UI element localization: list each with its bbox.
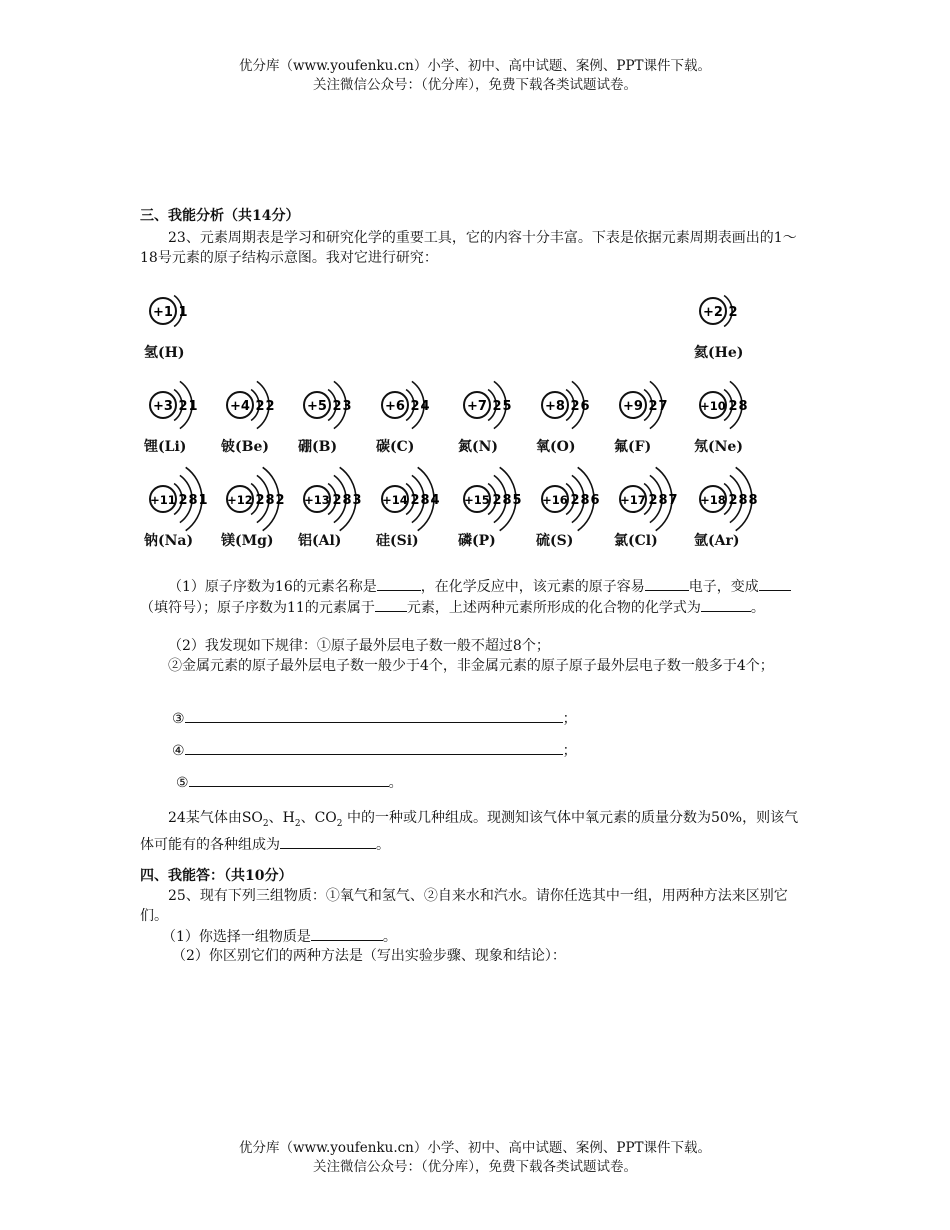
nucleus-charge: +14 <box>382 493 408 507</box>
shell-electron-count: 8 <box>658 493 668 508</box>
q23-1-text-c: 电子，变成 <box>688 579 759 595</box>
nucleus-charge: +11 <box>150 493 176 507</box>
element-name-label: 硫(S) <box>536 533 574 549</box>
atom-structure-icon <box>148 290 248 340</box>
shell-electron-count: 8 <box>342 493 352 508</box>
q23-1-text-e: 元素，上述两种元素所形成的化合物的化学式为 <box>406 600 701 616</box>
atom-structure-icon <box>698 478 798 528</box>
shell-electron-count: 2 <box>570 399 580 414</box>
shell-electron-count: 2 <box>728 493 738 508</box>
shell-electron-count: 4 <box>430 493 440 508</box>
shell-electron-count: 8 <box>748 493 758 508</box>
shell-electron-count: 2 <box>492 493 502 508</box>
element-name-label: 氧(O) <box>536 439 576 455</box>
nucleus-charge: +9 <box>623 399 643 414</box>
element-name-label: 锂(Li) <box>144 439 187 455</box>
atom-diagram <box>694 290 798 370</box>
nucleus-charge: +10 <box>700 399 726 413</box>
page-header <box>0 57 950 95</box>
element-name-label: 铍(Be) <box>221 439 269 455</box>
question-25-intro: 25、现有下列三组物质：①氧气和氢气、②自来水和汽水。请你任选其中一组，用两种方法来区别它们。 <box>140 888 788 924</box>
blank-5-number: ⑤ <box>176 775 189 791</box>
shell-electron-count: 2 <box>648 493 658 508</box>
header-line-2: 关注微信公众号：（优分库），免费下载各类试题试卷。 <box>313 77 637 93</box>
section-4-title: 四、我能答：（共10分） <box>140 868 293 884</box>
shell-electron-count: 2 <box>178 399 188 414</box>
q24-text-c: 、CO <box>300 810 337 826</box>
shell-electron-count: 8 <box>420 493 430 508</box>
shell-electron-count: 1 <box>198 493 208 508</box>
question-25-part-1 <box>162 926 834 947</box>
element-name-label: 氩(Ar) <box>694 533 740 549</box>
subscript: 2 <box>294 818 301 829</box>
answer-blank[interactable] <box>185 740 563 755</box>
page-footer <box>0 1139 950 1177</box>
shell-electron-count: 2 <box>728 399 738 414</box>
nucleus-charge: +13 <box>304 493 330 507</box>
blank-line-4 <box>172 740 632 761</box>
shell-electron-count: 8 <box>502 493 512 508</box>
q24-text-a: 24某气体由SO <box>168 810 263 826</box>
shell-electron-count: 7 <box>668 493 678 508</box>
atom-structure-icon <box>698 290 798 340</box>
shell-electron-count: 1 <box>188 399 198 414</box>
blank-3-end: ； <box>562 711 577 727</box>
shell-electron-count: 5 <box>512 493 522 508</box>
section-3-title: 三、我能分析（共14分） <box>140 208 300 224</box>
q25-1-text-a: （1）你选择一组物质是 <box>162 929 311 945</box>
element-name-label: 氟(F) <box>614 439 652 455</box>
blank-3-number: ③ <box>172 711 185 727</box>
element-name-label: 钠(Na) <box>144 533 194 549</box>
element-name-label: 碳(C) <box>376 439 415 455</box>
atom-structure-icon <box>698 384 798 434</box>
question-25-part-2: （2）你区别它们的两种方法是（写出实验步骤、现象和结论）： <box>172 948 566 964</box>
nucleus-charge: +1 <box>153 305 173 320</box>
answer-blank[interactable] <box>645 576 689 591</box>
shell-electron-count: 2 <box>332 493 342 508</box>
atom-diagram <box>694 384 798 464</box>
shell-electron-count: 2 <box>570 493 580 508</box>
shell-electron-count: 3 <box>352 493 362 508</box>
answer-blank[interactable] <box>759 576 791 591</box>
shell-electron-count: 8 <box>738 493 748 508</box>
shell-electron-count: 5 <box>502 399 512 414</box>
blank-line-5 <box>176 772 476 793</box>
element-name-label: 氖(Ne) <box>694 439 743 455</box>
shell-electron-count: 7 <box>658 399 668 414</box>
answer-blank[interactable] <box>375 597 407 612</box>
q23-1-text-a: （1）原子序数为16的元素名称是 <box>168 579 377 595</box>
shell-electron-count: 8 <box>188 493 198 508</box>
element-name-label: 磷(P) <box>458 533 496 549</box>
subscript: 2 <box>262 818 269 829</box>
element-name-label: 硼(B) <box>298 439 338 455</box>
element-name-label: 镁(Mg) <box>221 533 274 549</box>
question-24 <box>140 808 812 855</box>
q24-text-e: 。 <box>376 836 390 853</box>
question-23-part-2-rule-2: ②金属元素的原子最外层电子数一般少于4个，非金属元素的原子原子最外层电子数一般多于4个； <box>168 658 774 674</box>
shell-electron-count: 2 <box>332 399 342 414</box>
q24-text-d: 中的一种或几种组成。现测知该气体中氧元素的质量分数为50%，则该气体可能有的各种组成为 <box>140 810 799 853</box>
nucleus-charge: +8 <box>545 399 565 414</box>
nucleus-charge: +15 <box>464 493 490 507</box>
shell-electron-count: 8 <box>738 399 748 414</box>
q23-1-text-f: 。 <box>750 600 765 616</box>
footer-line-1: 优分库（www.youfenku.cn）小学、初中、高中试题、案例、PPT课件下载。 <box>238 1140 712 1156</box>
shell-electron-count: 1 <box>178 305 188 320</box>
element-name-label: 氢(H) <box>144 345 185 361</box>
nucleus-charge: +17 <box>620 493 646 507</box>
blank-4-number: ④ <box>172 743 185 759</box>
shell-electron-count: 3 <box>342 399 352 414</box>
shell-electron-count: 2 <box>275 493 285 508</box>
nucleus-charge: +4 <box>230 399 250 414</box>
blank-4-end: ； <box>562 743 577 759</box>
nucleus-charge: +3 <box>153 399 173 414</box>
shell-electron-count: 8 <box>265 493 275 508</box>
element-name-label: 硅(Si) <box>376 533 419 549</box>
answer-blank[interactable] <box>311 926 383 941</box>
shell-electron-count: 6 <box>580 399 590 414</box>
nucleus-charge: +2 <box>703 305 723 320</box>
subscript: 2 <box>336 818 343 829</box>
element-name-label: 铝(Al) <box>298 533 342 549</box>
shell-electron-count: 2 <box>410 493 420 508</box>
question-23-intro: 23、元素周期表是学习和研究化学的重要工具，它的内容十分丰富。下表是依据元素周期表画出的1～18号元素的原子结构示意图。我对它进行研究： <box>140 230 797 266</box>
shell-electron-count: 2 <box>255 399 265 414</box>
answer-blank[interactable] <box>701 597 751 612</box>
header-line-1: 优分库（www.youfenku.cn）小学、初中、高中试题、案例、PPT课件下载。 <box>238 58 712 74</box>
q23-1-text-b: ，在化学反应中，该元素的原子容易 <box>420 579 645 595</box>
shell-electron-count: 2 <box>410 399 420 414</box>
element-name-label: 氯(Cl) <box>614 533 658 549</box>
nucleus-charge: +5 <box>307 399 327 414</box>
element-name-label: 氦(He) <box>694 345 744 361</box>
shell-electron-count: 2 <box>255 493 265 508</box>
shell-electron-count: 2 <box>178 493 188 508</box>
nucleus-charge: +16 <box>542 493 568 507</box>
atom-diagram <box>144 290 248 370</box>
shell-electron-count: 8 <box>580 493 590 508</box>
nucleus-charge: +7 <box>467 399 487 414</box>
atom-diagram <box>694 478 798 558</box>
shell-electron-count: 2 <box>648 399 658 414</box>
shell-electron-count: 2 <box>265 399 275 414</box>
footer-line-2: 关注微信公众号：（优分库），免费下载各类试题试卷。 <box>313 1159 637 1175</box>
element-name-label: 氮(N) <box>458 439 499 455</box>
question-23-part-1 <box>140 576 812 618</box>
nucleus-charge: +6 <box>385 399 405 414</box>
q23-1-text-d: （填符号）；原子序数为11的元素属于 <box>140 600 375 616</box>
shell-electron-count: 6 <box>590 493 600 508</box>
answer-blank[interactable] <box>189 772 389 787</box>
shell-electron-count: 2 <box>728 305 738 320</box>
shell-electron-count: 2 <box>492 399 502 414</box>
nucleus-charge: +12 <box>227 493 253 507</box>
blank-line-3 <box>172 708 632 729</box>
answer-blank[interactable] <box>280 834 376 849</box>
q25-1-text-b: 。 <box>382 929 397 945</box>
nucleus-charge: +18 <box>700 493 726 507</box>
q24-text-b: 、H <box>268 810 295 826</box>
blank-5-end: 。 <box>388 775 403 791</box>
shell-electron-count: 4 <box>420 399 430 414</box>
answer-blank[interactable] <box>377 576 421 591</box>
question-23-part-2-rule-1: （2）我发现如下规律：①原子最外层电子数一般不超过8个； <box>168 638 550 654</box>
answer-blank[interactable] <box>185 708 563 723</box>
